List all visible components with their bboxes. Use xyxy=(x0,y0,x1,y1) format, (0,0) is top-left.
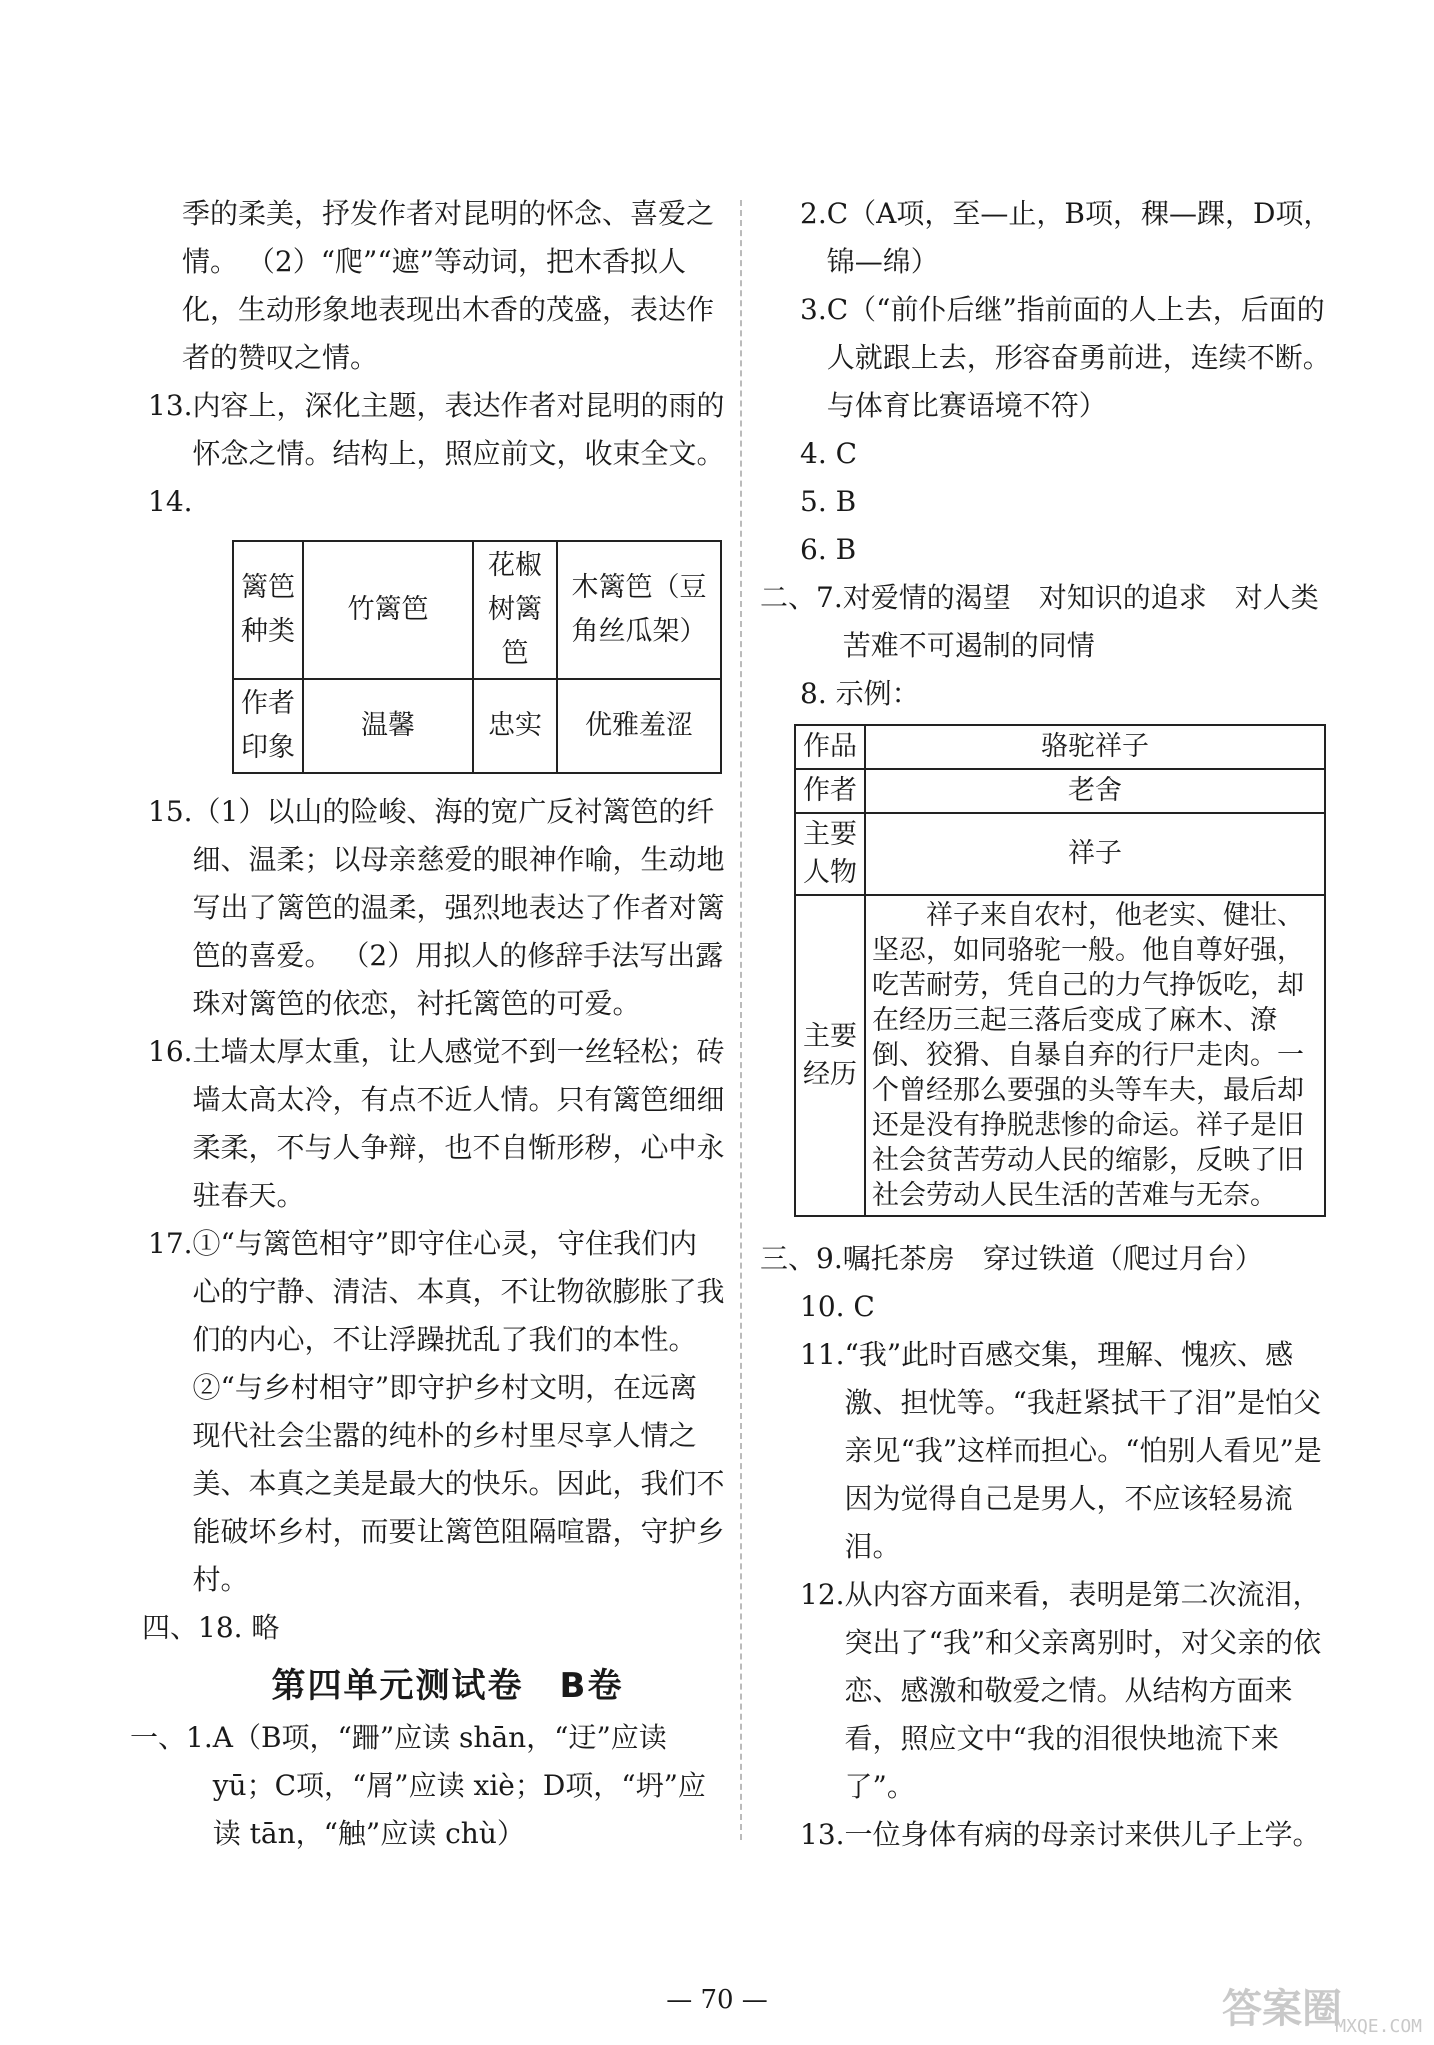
answer-b-12 xyxy=(800,1571,1340,1811)
table-cell: 忠实 xyxy=(473,679,557,773)
answer-b-3-text: C（“前仆后继”指前面的人上去，后面的人就跟上去，形容奋勇前进，连续不断。与体育比赛语境不符） xyxy=(826,293,1331,422)
answer-b-11 xyxy=(800,1331,1340,1571)
answer-13-number: 13. xyxy=(148,389,193,422)
table-row xyxy=(233,679,721,773)
answer-16-text: 土墙太厚太重，让人感觉不到一丝轻松；砖墙太高太冷，有点不近人情。只有篱笆细细柔柔，不与人争辩，也不自惭形秽，心中永驻春天。 xyxy=(192,1035,725,1212)
answer-b-2-number: 2. xyxy=(800,197,827,230)
table-cell: 祥子 xyxy=(865,813,1325,895)
answer-16 xyxy=(148,1028,725,1220)
answer-b-13-number: 13. xyxy=(800,1818,845,1851)
table-cell: 骆驼祥子 xyxy=(865,725,1325,769)
answer-b-2-text: C（A项，至—止，B项，稞—踝，D项，锦—绵） xyxy=(826,197,1332,278)
section-heading: 第四单元测试卷 B卷 xyxy=(271,1666,624,1706)
answer-b-2 xyxy=(800,190,1340,286)
left-column xyxy=(130,190,725,1858)
table-cell: 温馨 xyxy=(303,679,473,773)
answer-b-11-text: “我”此时百感交集，理解、愧疚、感激、担忧等。“我赶紧拭干了泪”是怕父亲见“我”这样而担心。“怕别人看见”是因为觉得自己是男人，不应该轻易流泪。 xyxy=(844,1338,1322,1563)
table-cell: 祥子来自农村，他老实、健壮、坚忍，如同骆驼一般。他自尊好强，吃苦耐劳，凭自己的力气挣饭吃，却在经历三起三落后变成了麻木、潦倒、狡猾、自暴自弃的行尸走肉。一个曾经那么要强的头等车夫，最后却还是没有挣脱悲惨的命运。祥子是旧社会贫苦劳动人民的缩影，反映了旧社会劳动人民生活的苦难与无奈。 xyxy=(865,895,1325,1216)
answer-14 xyxy=(148,478,725,526)
answer-15 xyxy=(148,788,725,1028)
watermark-text: 答案圈 xyxy=(1222,1986,1342,2032)
table-cell: 花椒树篱笆 xyxy=(473,541,557,679)
answer-b-3-number: 3. xyxy=(800,293,827,326)
table-cell: 主要经历 xyxy=(795,895,865,1216)
answer-b-7-text: 对爱情的渴望 对知识的追求 对人类苦难不可遏制的同情 xyxy=(842,581,1319,662)
answer-b-13 xyxy=(800,1811,1340,1859)
answer-b-3 xyxy=(800,286,1340,430)
answer-b-12-number: 12. xyxy=(800,1578,845,1611)
table-cell: 作者印象 xyxy=(233,679,303,773)
answer-17-number: 17. xyxy=(148,1227,193,1260)
table-cell: 作者 xyxy=(795,769,865,813)
answer-b-1-text: A（B项，“跚”应读 shān，“迂”应读 yū；C项，“屑”应读 xiè；D项，“坍”应读 tān，“触”应读 chù） xyxy=(212,1721,706,1850)
answer-b-9-text: 嘱托茶房 穿过铁道（爬过月台） xyxy=(842,1242,1263,1275)
answer-b-9 xyxy=(760,1235,1340,1283)
table-row xyxy=(795,895,1325,1216)
answer-17-text: ①“与篱笆相守”即守住心灵，守住我们内心的宁静、清洁、本真，不让物欲膨胀了我们的内心，不让浮躁扰乱了我们的本性。②“与乡村相守”即守护乡村文明，在远离现代社会尘嚣的纯朴的乡村里尽享人情之美、本真之美是最大的快乐。因此，我们不能破坏乡村，而要让篱笆阻隔喧嚣，守护乡村。 xyxy=(192,1227,725,1596)
table-row xyxy=(233,541,721,679)
right-column xyxy=(760,190,1340,1859)
table-cell: 主要人物 xyxy=(795,813,865,895)
answer-18: 四、18. 略 xyxy=(142,1611,280,1644)
table-row xyxy=(795,725,1325,769)
answer-17 xyxy=(148,1220,725,1604)
fence-impression-table xyxy=(232,540,722,774)
answer-b-6: 6. B xyxy=(800,533,857,566)
answer-16-number: 16. xyxy=(148,1035,193,1068)
answer-13-text: 内容上，深化主题，表达作者对昆明的雨的怀念之情。结构上，照应前文，收束全文。 xyxy=(192,389,725,470)
answer-b-5: 5. B xyxy=(800,485,857,518)
answer-12-continued: 季的柔美，抒发作者对昆明的怀念、喜爱之情。 （2）“爬”“遮”等动词，把木香拟人化，生动形象地表现出木香的茂盛，表达作者的赞叹之情。 xyxy=(182,197,715,374)
answer-15-text: （1）以山的险峻、海的宽广反衬篱笆的纤细、温柔；以母亲慈爱的眼神作喻，生动地写出了篱笆的温柔，强烈地表达了作者对篱笆的喜爱。 （2）用拟人的修辞手法写出露珠对篱笆的依恋，衬托篱笆的可爱。 xyxy=(192,795,725,1020)
answer-14-number: 14. xyxy=(148,485,193,518)
answer-b-12-text: 从内容方面来看，表明是第二次流泪，突出了“我”和父亲离别时，对父亲的依恋、感激和敬爱之情。从结构方面来看，照应文中“我的泪很快地流下来了”。 xyxy=(844,1578,1322,1803)
table-cell: 老舍 xyxy=(865,769,1325,813)
table-row xyxy=(795,813,1325,895)
table-row xyxy=(795,769,1325,813)
table-cell: 竹篱笆 xyxy=(303,541,473,679)
page-number: — 70 — xyxy=(666,1985,768,2015)
table-cell: 木篱笆（豆角丝瓜架） xyxy=(557,541,721,679)
answer-b-13-text: 一位身体有病的母亲讨来供儿子上学。 xyxy=(844,1818,1321,1851)
watermark-logo xyxy=(1222,1977,1422,2037)
answer-13 xyxy=(148,382,725,478)
answer-b-1 xyxy=(130,1714,725,1858)
novel-info-table xyxy=(794,724,1326,1217)
answer-b-10: 10. C xyxy=(800,1290,875,1323)
watermark-url: MXQE.COM xyxy=(1335,2016,1422,2037)
table-cell: 篱笆种类 xyxy=(233,541,303,679)
answer-b-1-number: 一、1. xyxy=(130,1721,213,1754)
answer-b-11-number: 11. xyxy=(800,1338,845,1371)
answer-b-7-number: 二、7. xyxy=(760,581,843,614)
table-cell: 优雅羞涩 xyxy=(557,679,721,773)
answer-b-8: 8. 示例： xyxy=(800,677,920,710)
table-cell: 作品 xyxy=(795,725,865,769)
answer-b-4: 4. C xyxy=(800,437,858,470)
column-divider xyxy=(740,200,742,1840)
answer-b-9-number: 三、9. xyxy=(760,1242,843,1275)
answer-15-number: 15. xyxy=(148,795,193,828)
answer-b-7 xyxy=(760,574,1340,670)
